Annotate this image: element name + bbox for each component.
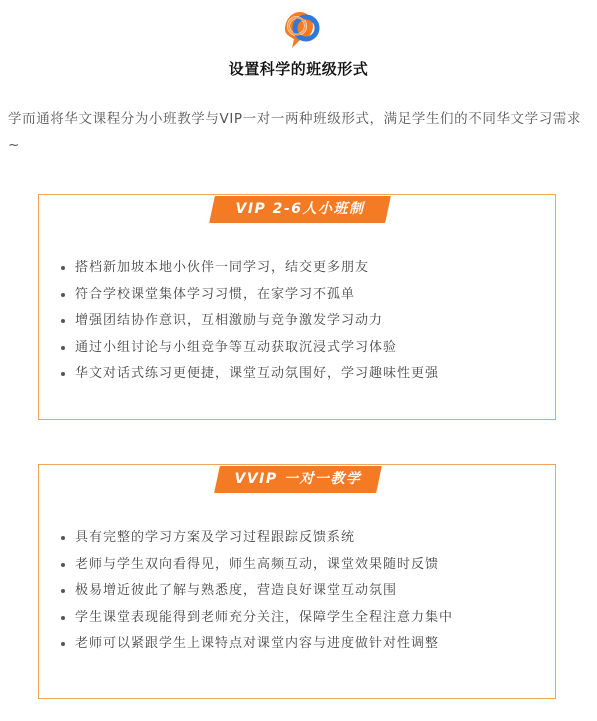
list-item (59, 525, 545, 552)
list-item (59, 552, 545, 579)
bullet-icon (61, 642, 65, 646)
section-title: VIP 2-6人小班制 (235, 201, 365, 217)
interlocking-rings-logo-icon (276, 4, 324, 52)
list-item (59, 308, 545, 335)
list-item-text: 搭档新加坡本地小伙伴一同学习，结交更多朋友 (75, 260, 370, 275)
small-class-card (38, 194, 556, 420)
list-item-text: 具有完整的学习方案及学习过程跟踪反馈系统 (75, 530, 356, 545)
list-item-text: 老师可以紧跟学生上课特点对课堂内容与进度做针对性调整 (75, 636, 440, 651)
bullet-icon (61, 372, 65, 376)
list-item (59, 282, 545, 309)
list-item (59, 361, 545, 388)
list-item-text: 极易增近彼此了解与熟悉度，营造良好课堂互动氛围 (75, 583, 398, 598)
bullet-icon (61, 616, 65, 620)
bullet-icon (61, 346, 65, 350)
bullet-icon (61, 293, 65, 297)
feature-list (59, 525, 545, 658)
bullet-icon (61, 536, 65, 540)
list-item-text: 增强团结协作意识，互相激励与竞争激发学习动力 (75, 313, 384, 328)
list-item-text: 通过小组讨论与小组竞争等互动获取沉浸式学习体验 (75, 339, 398, 355)
intro-paragraph: 学而通将华文课程分为小班教学与VIP一对一两种班级形式，满足学生们的不同华文学习需求~ (8, 111, 582, 153)
feature-list (59, 255, 545, 388)
list-item (59, 255, 545, 282)
bullet-icon (61, 589, 65, 593)
list-item-text: 学生课堂表现能得到老师充分关注，保障学生全程注意力集中 (75, 609, 454, 625)
page-title: 设置科学的班级形式 (228, 60, 369, 78)
list-item-text: 老师与学生双向看得见，师生高频互动，课堂效果随时反馈 (75, 556, 440, 572)
list-item (59, 605, 545, 632)
bullet-icon (61, 563, 65, 567)
list-item (59, 631, 545, 658)
list-item (59, 578, 545, 605)
section-title: VVIP 一对一教学 (234, 471, 362, 487)
bullet-icon (61, 266, 65, 270)
list-item (59, 335, 545, 362)
list-item-text: 华文对话式练习更便捷，课堂互动氛围好，学习趣味性更强 (75, 366, 440, 381)
list-item-text: 符合学校课堂集体学习习惯，在家学习不孤单 (75, 286, 356, 302)
section-banner (209, 196, 391, 223)
section-banner (214, 466, 382, 493)
bullet-icon (61, 319, 65, 323)
one-on-one-card (38, 464, 556, 699)
